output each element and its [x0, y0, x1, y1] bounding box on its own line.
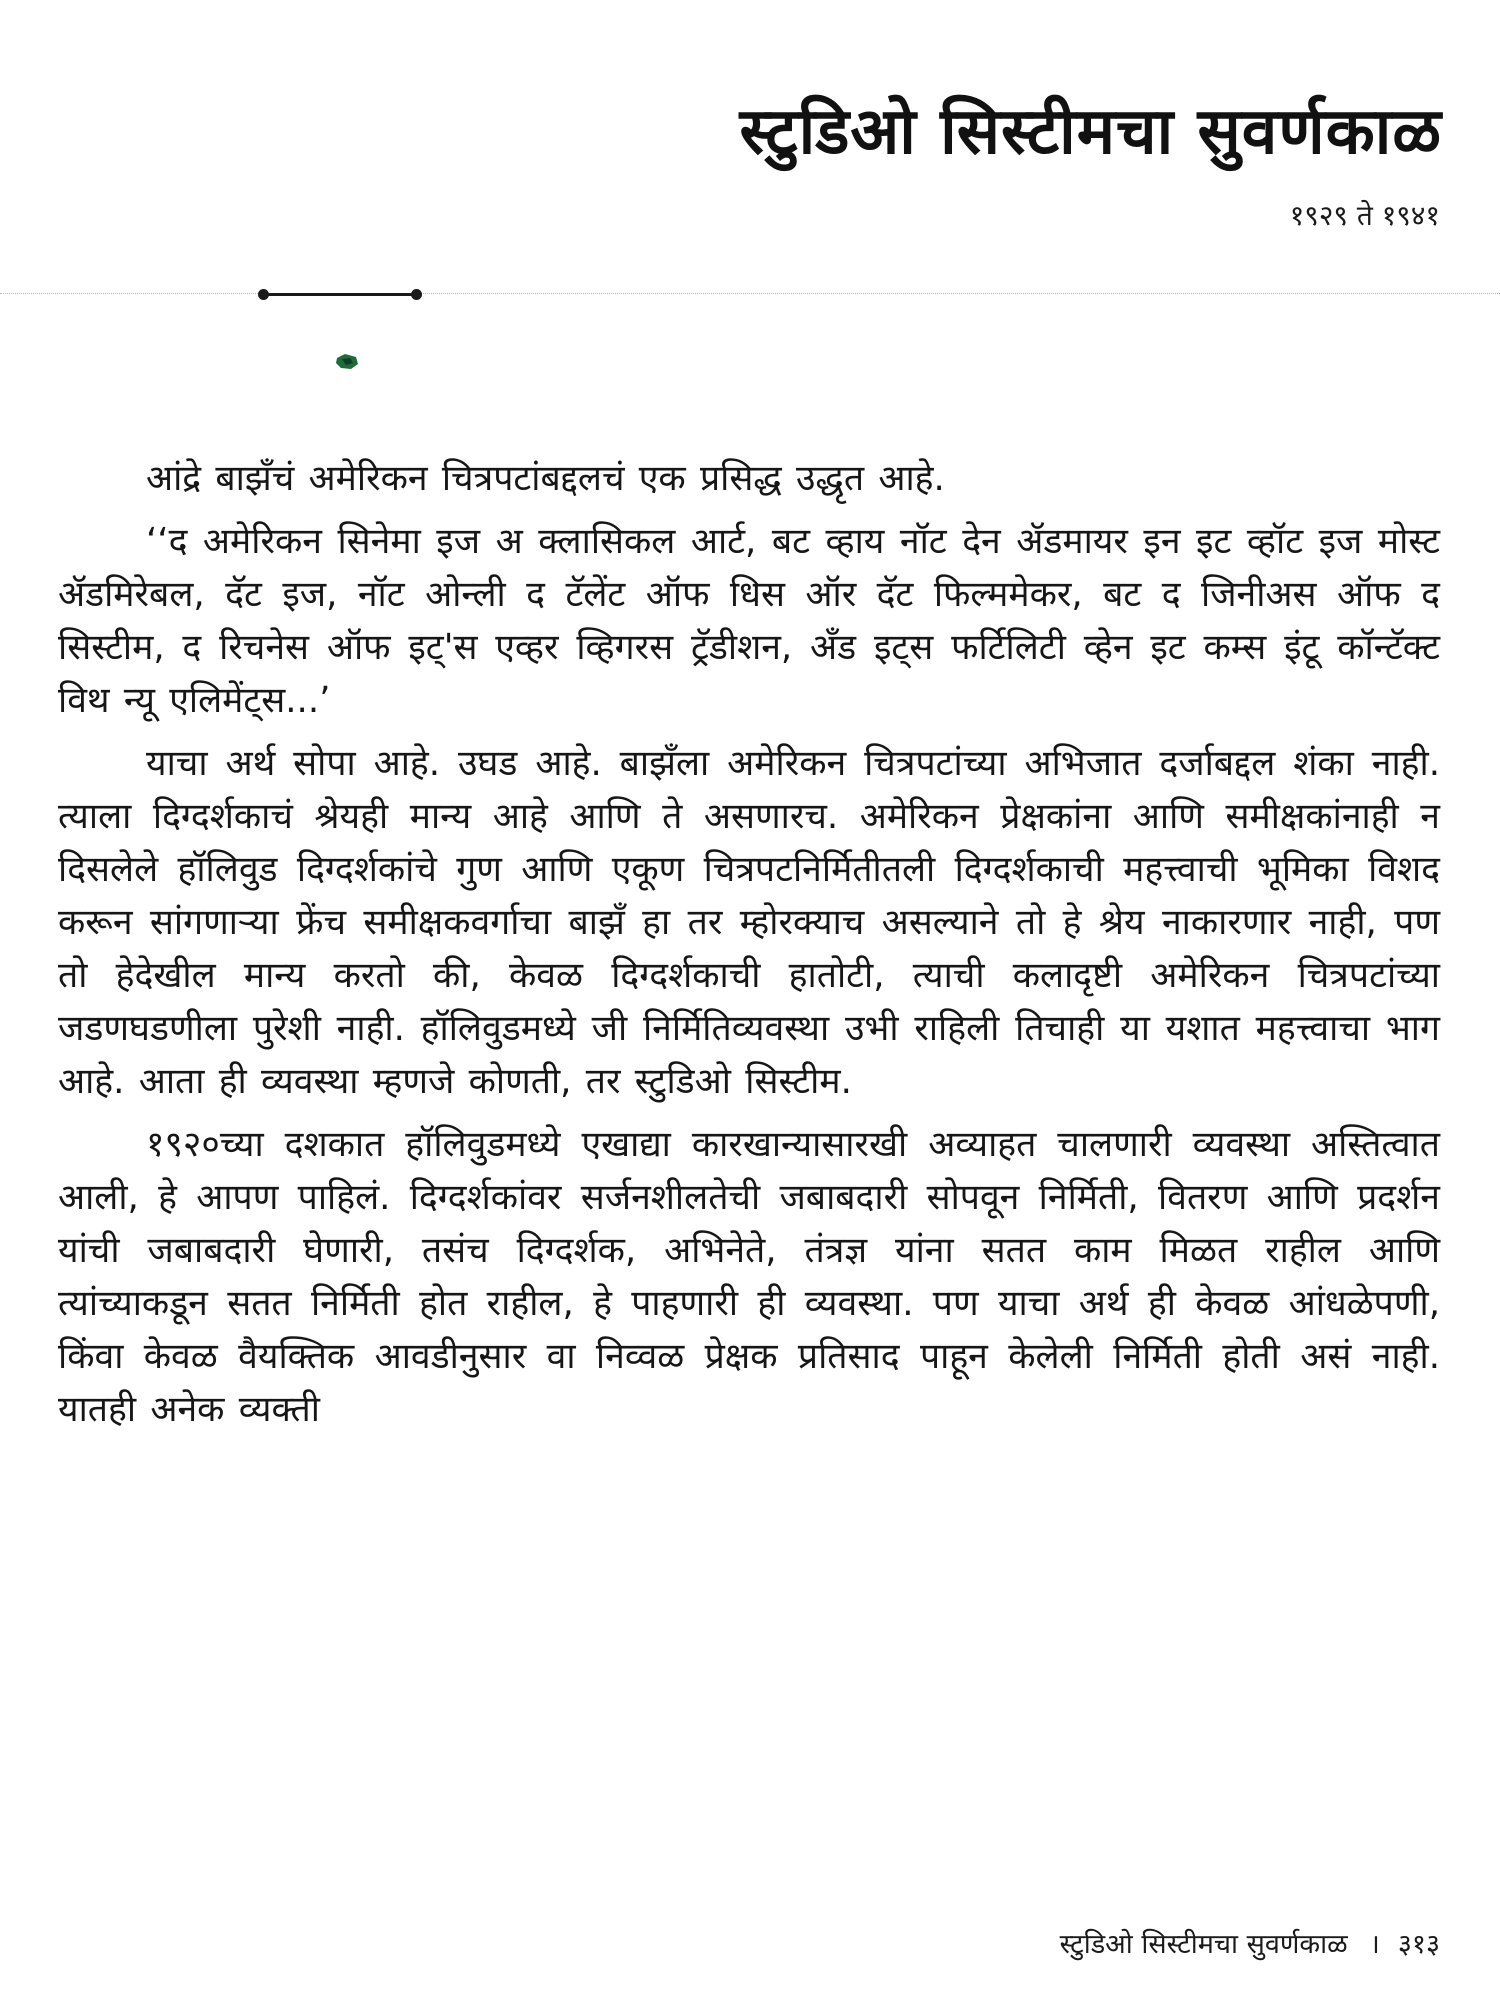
paragraph-intro: आंद्रे बाझँचं अमेरिकन चित्रपटांबद्दलचं एक प्रसिद्ध उद्धृत आहे. — [146, 458, 945, 499]
ink-speck — [334, 352, 360, 372]
ornament-dot-right — [411, 289, 422, 300]
page-footer — [1060, 1931, 1440, 1958]
paragraph-1920s: १९२०च्या दशकात हॉलिवुडमध्ये एखाद्या कारखान्यासारखी अव्याहत चालणारी व्यवस्था अस्तित्वात आली, हे आपण पाहिलं. दिग्दर्शकांवर सर्जनशीलतेची जबाबदारी सोपवून निर्मिती, वितरण आणि प्रदर्शन यांची जबाबदारी घेणारी, तसंच दिग्दर्शक, अभिनेते, तंत्रज्ञ यांना सतत काम मिळत राहील आणि त्यांच्याकडून सतत निर्मिती होत राहील, हे पाहणारी ही व्यवस्था. पण याचा अर्थ ही केवळ आंधळेपणी, किंवा केवळ वैयक्तिक आवडीनुसार वा निव्वळ प्रेक्षक प्रतिसाद पाहून केलेली निर्मिती होती असं नाही. यातही अनेक व्यक्ती — [58, 1124, 1440, 1430]
running-title: स्टुडिओ सिस्टीमचा सुवर्णकाळ — [1059, 1929, 1348, 1960]
ornament-line — [262, 293, 418, 296]
chapter-title: स्टुडिओ सिस्टीमचा सुवर्णकाळ — [739, 95, 1442, 169]
scan-dotted-rule — [0, 293, 1500, 294]
paragraph-quote: ‘‘द अमेरिकन सिनेमा इज अ क्लासिकल आर्ट, बट व्हाय नॉट देन ॲडमायर इन इट व्हॉट इज मोस्ट ॲडमिरेबल, दॅट इज, नॉट ओन्ली द टॅलेंट ऑफ धिस ऑर दॅट फिल्ममेकर, बट द जिनीअस ऑफ द सिस्टीम, द रिचनेस ऑफ इट्'स एव्हर व्हिगरस ट्रॅडीशन, अँड इट्स फर्टिलिटी व्हेन इट कम्स इंटू कॉन्टॅक्ट विथ न्यू एलिमेंट्स...’ — [58, 521, 1440, 721]
title-ornament — [258, 288, 422, 300]
chapter-years: १९२९ ते १९४१ — [1289, 199, 1440, 232]
footer-separator: । — [1369, 1929, 1380, 1960]
page-number: ३१३ — [1397, 1929, 1440, 1960]
paragraph-meaning: याचा अर्थ सोपा आहे. उघड आहे. बाझँला अमेरिकन चित्रपटांच्या अभिजात दर्जाबद्दल शंका नाही. त्याला दिग्दर्शकाचं श्रेयही मान्य आहे आणि ते असणारच. अमेरिकन प्रेक्षकांना आणि समीक्षकांनाही न दिसलेले हॉलिवुड दिग्दर्शकांचे गुण आणि एकूण चित्रपटनिर्मितीतली दिग्दर्शकाची महत्त्वाची भूमिका विशद करून सांगणाऱ्या फ्रेंच समीक्षकवर्गाचा बाझँ हा तर म्होरक्याच असल्याने तो हे श्रेय नाकारणार नाही, पण तो हेदेखील मान्य करतो की, केवळ दिग्दर्शकाची हातोटी, त्याची कलादृष्टी अमेरिकन चित्रपटांच्या जडणघडणीला पुरेशी नाही. हॉलिवुडमध्ये जी निर्मितिव्यवस्था उभी राहिली तिचाही या यशात महत्त्वाचा भाग आहे. आता ही व्यवस्था म्हणजे कोणती, तर स्टुडिओ सिस्टीम. — [58, 743, 1440, 1102]
body-text — [58, 452, 1440, 1446]
